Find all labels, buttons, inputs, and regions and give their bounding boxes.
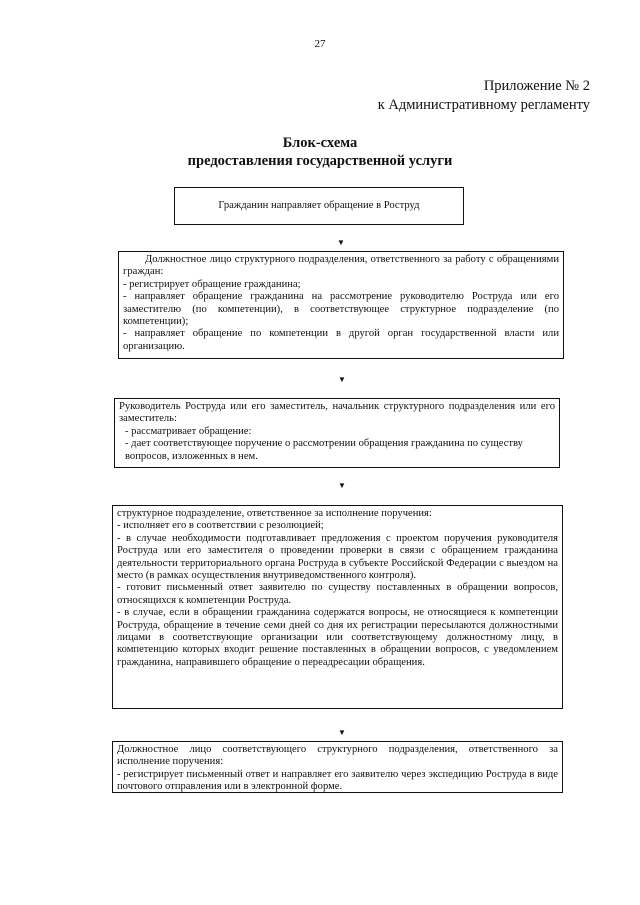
box-text: Гражданин направляет обращение в Роструд: [218, 199, 420, 211]
box-text: - в случае, если в обращении гражданина содержатся вопросы, не относящиеся к компетенции Роструда, обращение в течение семи дней со дня их регистрации пересылаются должностными лицами в соответствующие организации или соответствующему должностному лицу, в компетенцию которых входит решение поставленных в обращении вопросов, с уведомлением гражданина, направившего обращение о переадресации обращения.: [117, 607, 558, 668]
box-text: - готовит письменный ответ заявителю по существу поставленных в обращении вопросов, относящихся к компетенции Роструда.: [117, 582, 558, 606]
box-text: - регистрирует письменный ответ и направляет его заявителю через экспедицию Роструда в виде почтового отправления или в электронной форме.: [117, 768, 558, 793]
box-text: - исполняет его в соответствии с резолюцией;: [117, 520, 324, 532]
appendix-reference: [378, 77, 590, 115]
title-line-1: Блок-схема: [282, 135, 358, 151]
title-line-2: предоставления государственной услуги: [187, 153, 453, 169]
flow-box-response: [112, 741, 563, 793]
flow-box-execution: [112, 505, 563, 709]
page-title: [0, 134, 640, 170]
flow-box-citizen-appeal: [174, 187, 464, 225]
box-text: - дает соответствующее поручение о рассмотрении обращения гражданина по существу вопросов, изложенных в нем.: [125, 438, 523, 462]
box-text: - в случае необходимости подготавливает предложения с проектом поручения руководителя Роструда или его заместителя о проведении проверки в связи с обращением гражданина деятельности территориального органа Роструда в субъекте Российской Федерации с выездом на место (в рамках осуществления внутриведомственного контроля).: [117, 532, 558, 582]
page-number: 27: [314, 38, 326, 50]
box-text: структурное подразделение, ответственное за исполнение поручения:: [117, 508, 432, 519]
appendix-line-2: к Административному регламенту: [377, 97, 590, 113]
box-text: Должностное лицо структурного подразделения, ответственного за работу с обращениями граждан:: [123, 254, 559, 278]
flow-box-review: [114, 398, 560, 468]
arrow-down-icon: ▼: [337, 238, 345, 247]
arrow-down-icon: ▼: [338, 481, 346, 490]
arrow-down-icon: ▼: [338, 728, 346, 737]
arrow-down-icon: ▼: [338, 375, 346, 384]
box-text: - рассматривает обращение:: [125, 425, 252, 437]
box-text: - направляет обращение гражданина на рассмотрение руководителю Роструда или его заместителю (по компетенции), в соответствующее структурное подразделение (по компетенции);: [123, 291, 559, 328]
box-text: Руководитель Роструда или его заместитель, начальник структурного подразделения или его заместитель:: [119, 401, 555, 425]
flow-box-registration: [118, 251, 564, 359]
box-text: - направляет обращение по компетенции в другой орган государственной власти или организацию.: [123, 328, 559, 352]
appendix-line-1: Приложение № 2: [483, 78, 590, 94]
box-text: - регистрирует обращение гражданина;: [123, 278, 301, 290]
box-text: Должностное лицо соответствующего структурного подразделения, ответственного за исполнение поручения:: [117, 744, 558, 768]
